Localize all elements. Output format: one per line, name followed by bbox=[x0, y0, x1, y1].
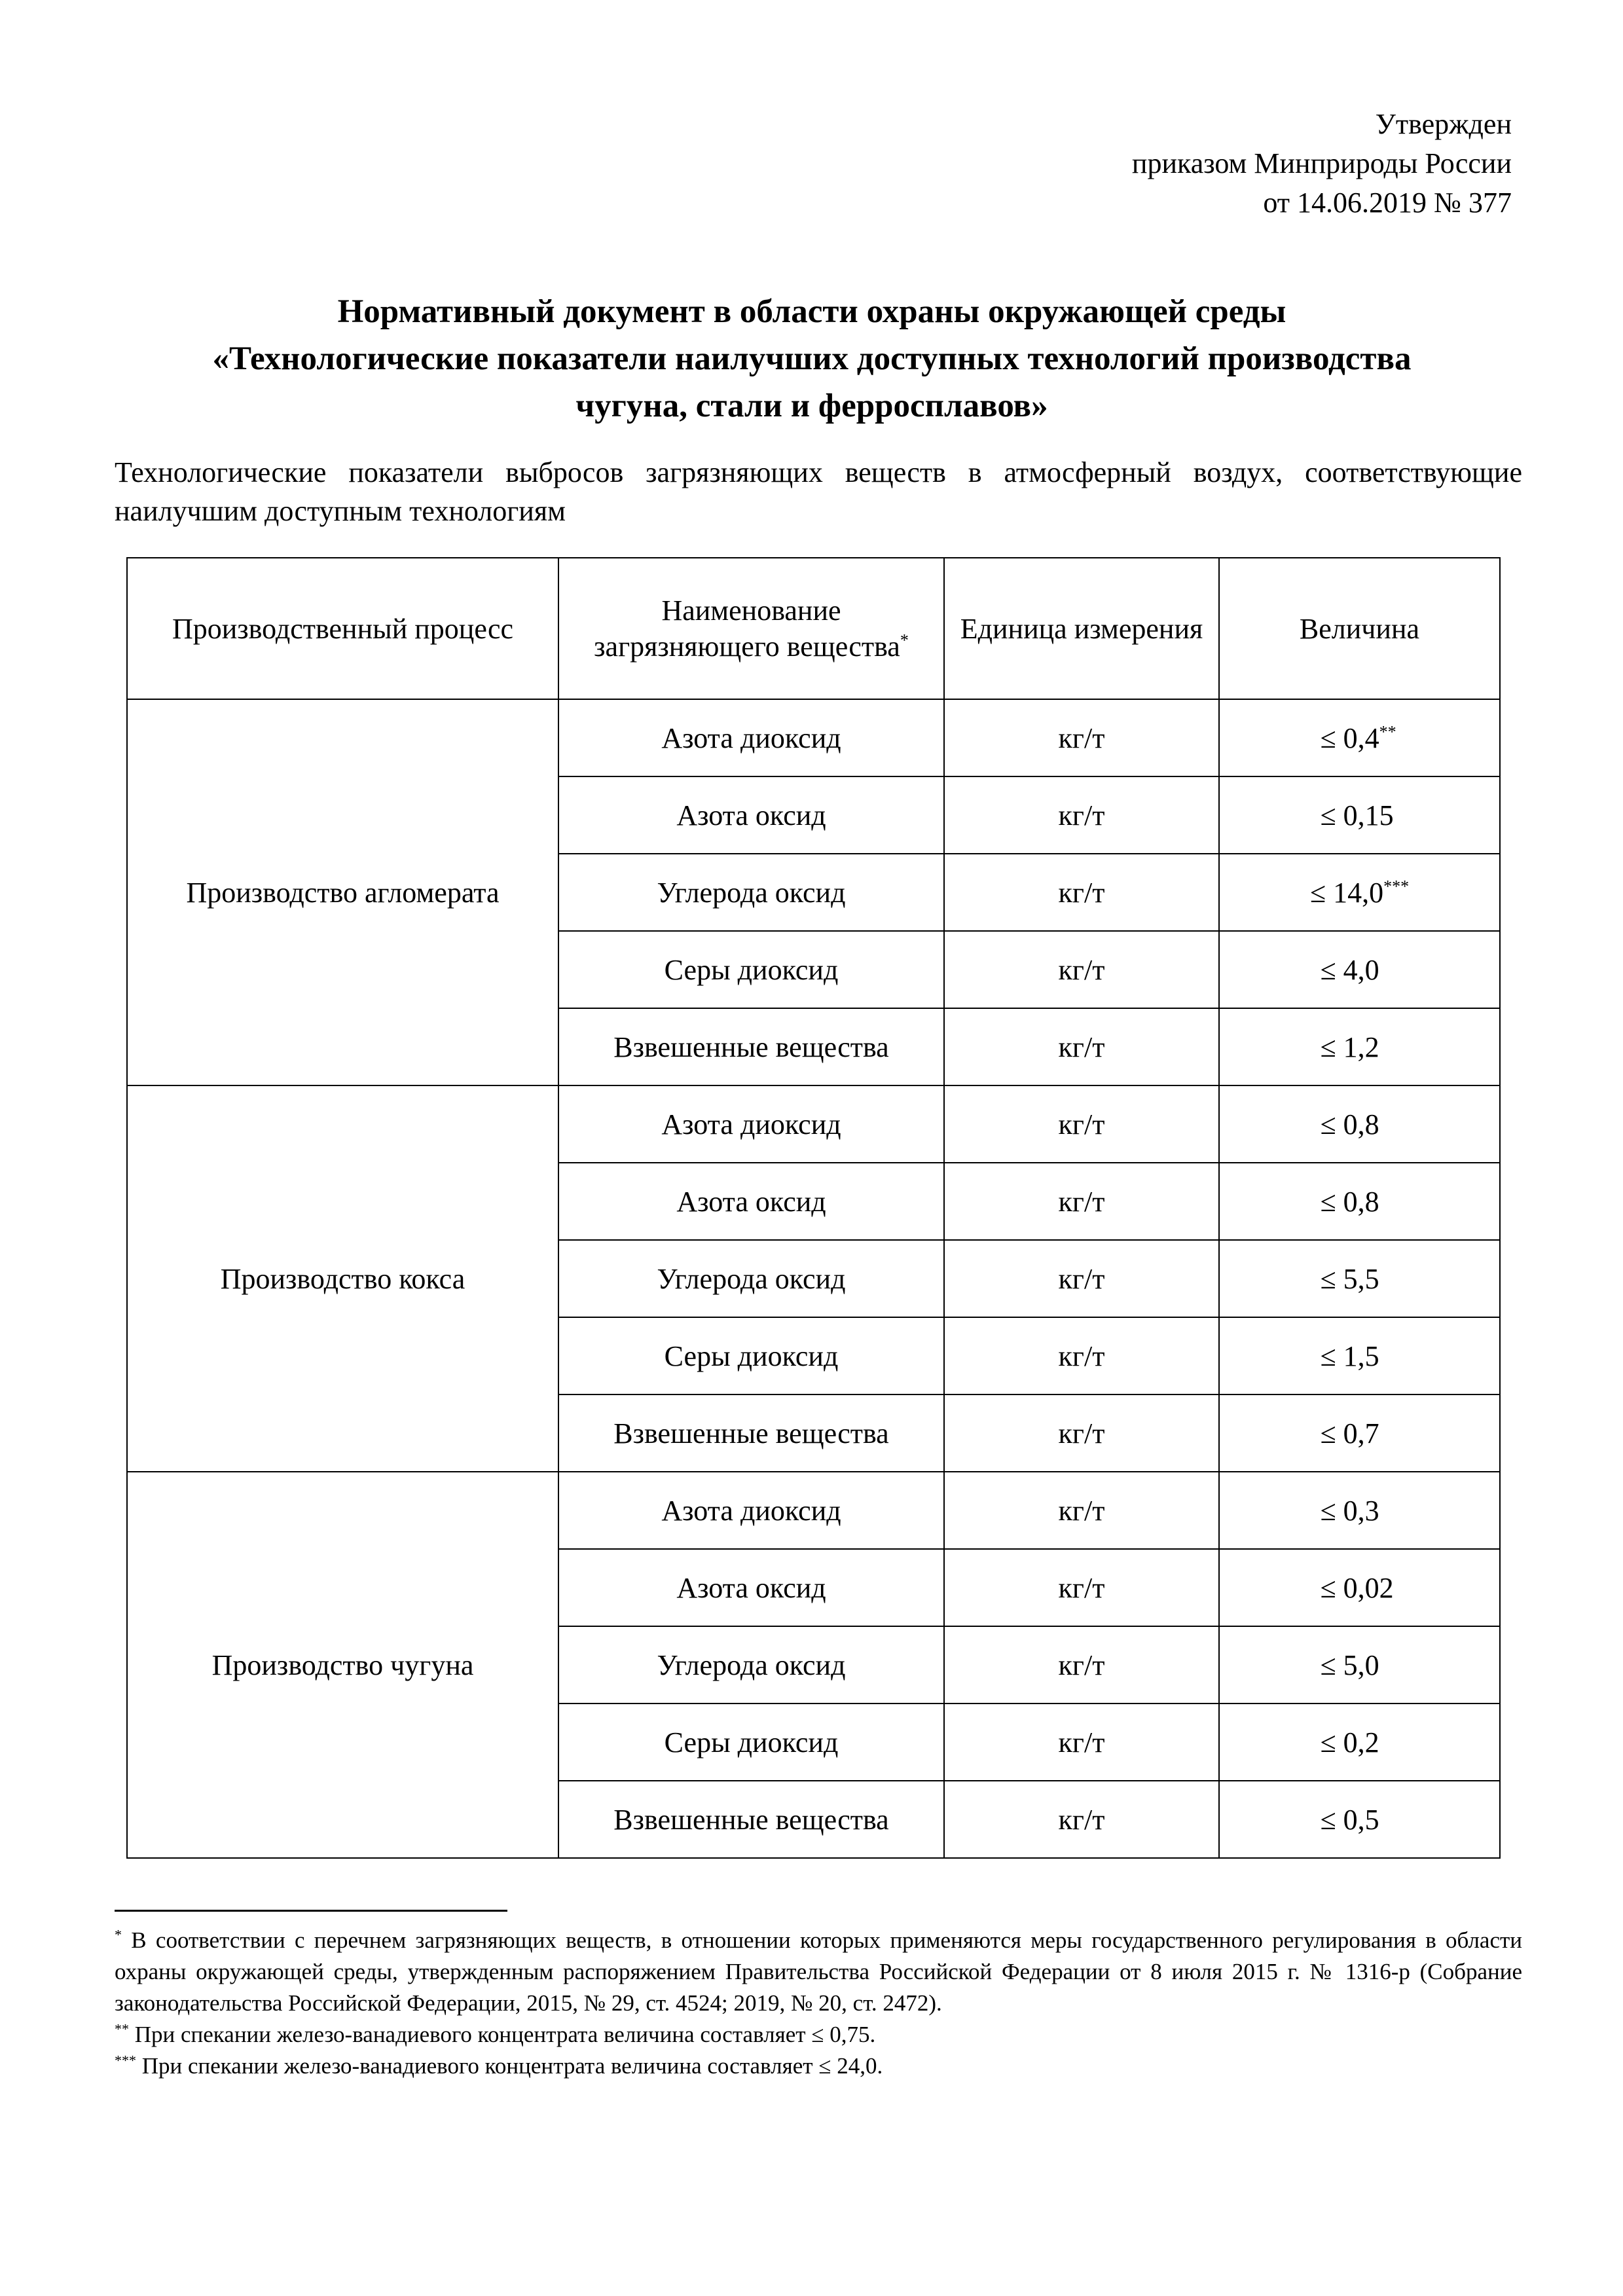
unit-cell: кг/т bbox=[944, 1085, 1219, 1163]
table-row bbox=[127, 699, 1500, 776]
title-line-1: Нормативный документ в области охраны окружающей среды bbox=[337, 293, 1286, 330]
value-cell bbox=[1219, 1549, 1500, 1626]
substance-cell: Азота диоксид bbox=[558, 1085, 944, 1163]
unit-cell: кг/т bbox=[944, 699, 1219, 776]
footnote-item bbox=[115, 2019, 1522, 2050]
value-number: ≤ 0,5 bbox=[1320, 1803, 1379, 1836]
value-text bbox=[1310, 876, 1409, 909]
value-text bbox=[1321, 1649, 1399, 1682]
unit-cell: кг/т bbox=[944, 1549, 1219, 1626]
substance-cell: Взвешенные вещества bbox=[558, 1394, 944, 1472]
value-cell bbox=[1219, 854, 1500, 931]
approval-block bbox=[922, 105, 1512, 223]
value-text bbox=[1321, 1185, 1399, 1218]
footnote-mark: * bbox=[115, 1926, 122, 1943]
unit-cell: кг/т bbox=[944, 1240, 1219, 1317]
intro-paragraph: Технологические показатели выбросов загрязняющих веществ в атмосферный воздух, соответствующие наилучшим доступным технологиям bbox=[115, 456, 1522, 527]
substance-cell: Азота оксид bbox=[558, 1549, 944, 1626]
footnotes bbox=[115, 1925, 1522, 2082]
substance-cell: Азота оксид bbox=[558, 1163, 944, 1240]
footnote-text: При спекании железо-ванадиевого концентрата величина составляет ≤ 24,0. bbox=[141, 2053, 883, 2079]
header-substance: Наименование загрязняющего вещества* bbox=[558, 558, 944, 699]
substance-cell: Углерода оксид bbox=[558, 1626, 944, 1704]
process-cell: Производство чугуна bbox=[127, 1472, 558, 1858]
value-cell bbox=[1219, 776, 1500, 854]
table-header-row bbox=[127, 558, 1500, 699]
value-number: ≤ 0,8 bbox=[1320, 1185, 1379, 1218]
value-number: ≤ 0,02 bbox=[1320, 1571, 1394, 1604]
value-text bbox=[1321, 1030, 1399, 1064]
process-cell: Производство кокса bbox=[127, 1085, 558, 1472]
substance-cell: Азота диоксид bbox=[558, 1472, 944, 1549]
substance-cell: Углерода оксид bbox=[558, 854, 944, 931]
value-number: ≤ 5,5 bbox=[1320, 1262, 1379, 1295]
header-unit: Единица измерения bbox=[944, 558, 1219, 699]
value-cell bbox=[1219, 1626, 1500, 1704]
value-text bbox=[1321, 1726, 1399, 1759]
value-cell bbox=[1219, 1163, 1500, 1240]
value-number: ≤ 14,0 bbox=[1309, 876, 1384, 909]
value-number: ≤ 0,15 bbox=[1320, 799, 1394, 831]
title-line-3: чугуна, стали и ферросплавов» bbox=[575, 388, 1048, 424]
footnote-mark: *** bbox=[115, 2052, 136, 2069]
unit-cell: кг/т bbox=[944, 1626, 1219, 1704]
emissions-table bbox=[126, 557, 1501, 1859]
value-cell bbox=[1219, 1394, 1500, 1472]
value-cell bbox=[1219, 699, 1500, 776]
value-number: ≤ 4,0 bbox=[1320, 953, 1379, 986]
unit-cell: кг/т bbox=[944, 1781, 1219, 1858]
value-text bbox=[1321, 1262, 1399, 1296]
header-substance-mark: * bbox=[900, 630, 909, 650]
value-text bbox=[1321, 1417, 1399, 1450]
footnote-text: В соответствии с перечнем загрязняющих веществ, в отношении которых применяются меры государственного регулирования в области охраны окружающей среды, утвержденным распоряжением Правительства Российской Федерации от 8 июля 2015 г. № 1316-р (Собрание законодательства Российской Федерации, 2015, № 29, ст. 4524; 2019, № 20, ст. 2472). bbox=[115, 1927, 1523, 2016]
value-cell bbox=[1219, 1008, 1500, 1085]
value-footnote-mark: *** bbox=[1383, 876, 1410, 896]
value-footnote-mark: ** bbox=[1379, 721, 1396, 741]
substance-cell: Серы диоксид bbox=[558, 931, 944, 1008]
value-cell bbox=[1219, 931, 1500, 1008]
value-cell bbox=[1219, 1317, 1500, 1394]
table-row bbox=[127, 1472, 1500, 1549]
unit-cell: кг/т bbox=[944, 1394, 1219, 1472]
approval-line-2: приказом Минприроды России bbox=[1131, 147, 1512, 179]
value-text bbox=[1321, 1571, 1399, 1605]
value-cell bbox=[1219, 1704, 1500, 1781]
value-cell bbox=[1219, 1781, 1500, 1858]
footnote-divider bbox=[115, 1910, 507, 1912]
value-text bbox=[1321, 721, 1399, 755]
value-number: ≤ 1,2 bbox=[1320, 1030, 1379, 1063]
unit-cell: кг/т bbox=[944, 776, 1219, 854]
value-text bbox=[1321, 953, 1399, 987]
substance-cell: Серы диоксид bbox=[558, 1317, 944, 1394]
substance-cell: Взвешенные вещества bbox=[558, 1008, 944, 1085]
unit-cell: кг/т bbox=[944, 1317, 1219, 1394]
value-number: ≤ 0,4 bbox=[1320, 721, 1379, 754]
value-cell bbox=[1219, 1240, 1500, 1317]
value-number: ≤ 0,2 bbox=[1320, 1726, 1379, 1758]
value-number: ≤ 0,3 bbox=[1320, 1494, 1379, 1527]
title-line-2: «Технологические показатели наилучших доступных технологий производства bbox=[212, 340, 1412, 377]
footnote-item bbox=[115, 2050, 1522, 2082]
value-cell bbox=[1219, 1085, 1500, 1163]
unit-cell: кг/т bbox=[944, 1163, 1219, 1240]
value-number: ≤ 5,0 bbox=[1320, 1649, 1379, 1681]
value-number: ≤ 1,5 bbox=[1320, 1339, 1379, 1372]
value-text bbox=[1321, 1803, 1399, 1836]
footnote-text: При спекании железо-ванадиевого концентрата величина составляет ≤ 0,75. bbox=[134, 2022, 876, 2047]
header-value: Величина bbox=[1219, 558, 1500, 699]
substance-cell: Азота диоксид bbox=[558, 699, 944, 776]
footnote-item bbox=[115, 1925, 1522, 2019]
table-row bbox=[127, 1085, 1500, 1163]
process-cell: Производство агломерата bbox=[127, 699, 558, 1085]
value-text bbox=[1321, 1108, 1399, 1141]
unit-cell: кг/т bbox=[944, 1472, 1219, 1549]
unit-cell: кг/т bbox=[944, 1008, 1219, 1085]
value-number: ≤ 0,8 bbox=[1320, 1108, 1379, 1140]
approval-line-3: от 14.06.2019 № 377 bbox=[1263, 187, 1512, 219]
unit-cell: кг/т bbox=[944, 854, 1219, 931]
value-text bbox=[1321, 1494, 1399, 1527]
table-body bbox=[127, 699, 1500, 1858]
document-title bbox=[105, 288, 1519, 429]
substance-cell: Серы диоксид bbox=[558, 1704, 944, 1781]
value-text bbox=[1321, 799, 1399, 832]
unit-cell: кг/т bbox=[944, 1704, 1219, 1781]
footnote-mark: ** bbox=[115, 2020, 129, 2037]
approval-line-1: Утвержден bbox=[1375, 108, 1512, 140]
substance-cell: Азота оксид bbox=[558, 776, 944, 854]
value-cell bbox=[1219, 1472, 1500, 1549]
substance-cell: Углерода оксид bbox=[558, 1240, 944, 1317]
unit-cell: кг/т bbox=[944, 931, 1219, 1008]
header-process: Производственный процесс bbox=[127, 558, 558, 699]
substance-cell: Взвешенные вещества bbox=[558, 1781, 944, 1858]
value-text bbox=[1321, 1339, 1399, 1373]
value-number: ≤ 0,7 bbox=[1320, 1417, 1379, 1449]
